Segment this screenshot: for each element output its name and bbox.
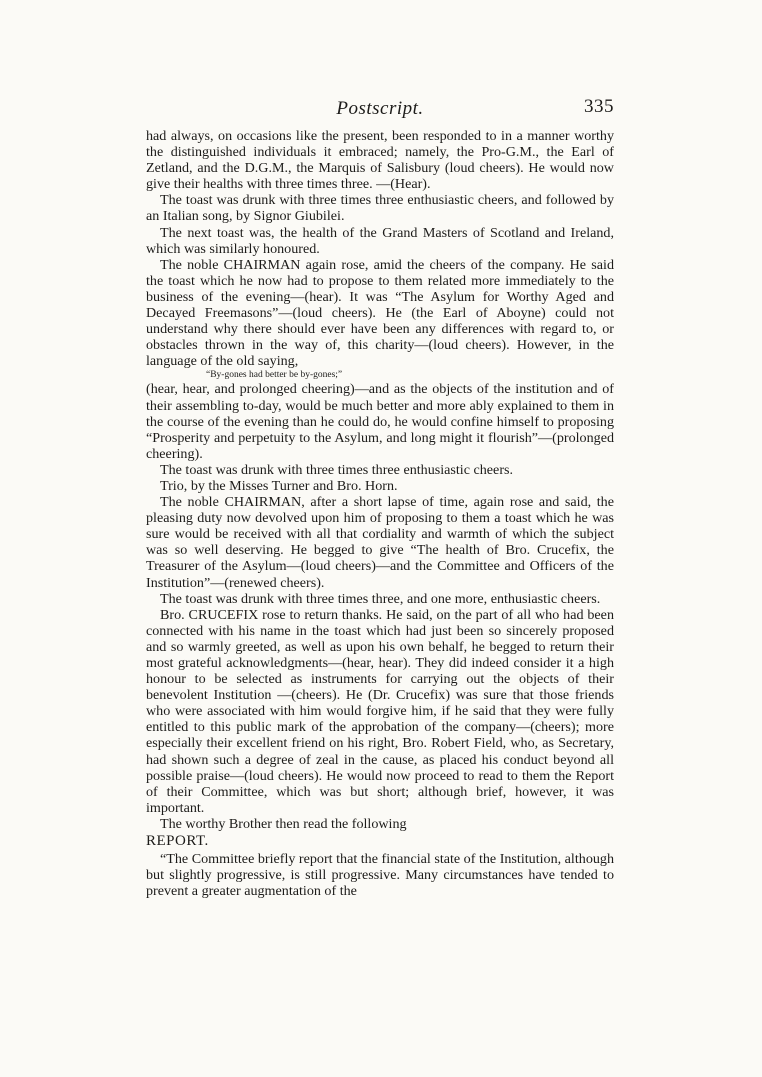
paragraph: The next toast was, the health of the Grand Masters of Scotland and Ireland, which was similarly honoured. bbox=[146, 224, 614, 257]
book-page bbox=[146, 96, 614, 899]
page-body bbox=[146, 128, 614, 899]
running-title: Postscript. bbox=[336, 98, 424, 119]
paragraph: had always, on occasions like the present, been responded to in a manner worthy the distinguished individuals it embraced; namely, the Pro-G.M., the Earl of Zetland, and the D.G.M., the Marquis of Salisbury (loud cheers). He would now give their healths with three times three. —(Hear). bbox=[146, 128, 614, 193]
page-header bbox=[146, 96, 614, 122]
page-number: 335 bbox=[584, 96, 614, 117]
quotation: “By-gones had better be by-gones;” bbox=[206, 370, 343, 381]
paragraph: The toast was drunk with three times three enthusiastic cheers, and followed by an Italian song, by Signor Giubilei. bbox=[146, 192, 614, 225]
section-heading: REPORT. bbox=[146, 833, 209, 850]
paragraph: The noble CHAIRMAN again rose, amid the cheers of the company. He said the toast which he now had to propose to them related more immediately to the business of the evening—(hear). It was “The Asylum for Worthy Aged and Decayed Freemasons”—(loud cheers). He (the Earl of Aboyne) could not understand why there should ever have been any differences with regard to, or obstacles thrown in the way of, this charity—(loud cheers). However, in the language of the old saying, bbox=[146, 256, 614, 370]
report-paragraph: “The Committee briefly report that the financial state of the Institution, although but slightly progressive, is still progressive. Many circumstances have tended to prevent a greater augmentation of the bbox=[146, 851, 615, 900]
paragraph: (hear, hear, and prolonged cheering)—and as the objects of the institution and of their assembling to-day, would be much better and more ably explained to them in the course of the evening than he could do, he would confine himself to proposing “Prosperity and perpetuity to the Asylum, and long might it flourish”—(prolonged cheering). bbox=[146, 381, 614, 462]
paragraph: The toast was drunk with three times three, and one more, enthusiastic cheers. bbox=[160, 590, 601, 607]
paragraph: The noble CHAIRMAN, after a short lapse of time, again rose and said, the pleasing duty now devolved upon him of proposing to them a toast which he was sure would be received with all that cordiality and warmth of which the subject was so well deserving. He begged to give “The health of Bro. Crucefix, the Treasurer of the Asylum—(loud cheers)—and the Committee and Officers of the Institution”—(renewed cheers). bbox=[146, 494, 614, 591]
paragraph: The worthy Brother then read the following bbox=[160, 815, 407, 832]
paragraph: Trio, by the Misses Turner and Bro. Horn. bbox=[160, 477, 398, 494]
paragraph: Bro. CRUCEFIX rose to return thanks. He said, on the part of all who had been connected with his name in the toast which had just been so sincerely proposed and so warmly greeted, as well as upon his own behalf, he begged to return their most grateful acknowledgments—(hear, hear). They did indeed consider it a high honour to be selected as instruments for carrying out the objects of their benevolent Institution —(cheers). He (Dr. Crucefix) was sure that those friends who were associated with him would forgive him, if he said that they were fully entitled to this public mark of the approbation of the company—(cheers); more especially their excellent friend on his right, Bro. Robert Field, who, as Secretary, had shown such a degree of zeal in the cause, as placed his conduct beyond all possible praise—(loud cheers). He would now proceed to read to them the Report of their Committee, which was but short; although brief, however, it was important. bbox=[146, 606, 614, 816]
paragraph: The toast was drunk with three times three enthusiastic cheers. bbox=[160, 461, 514, 478]
